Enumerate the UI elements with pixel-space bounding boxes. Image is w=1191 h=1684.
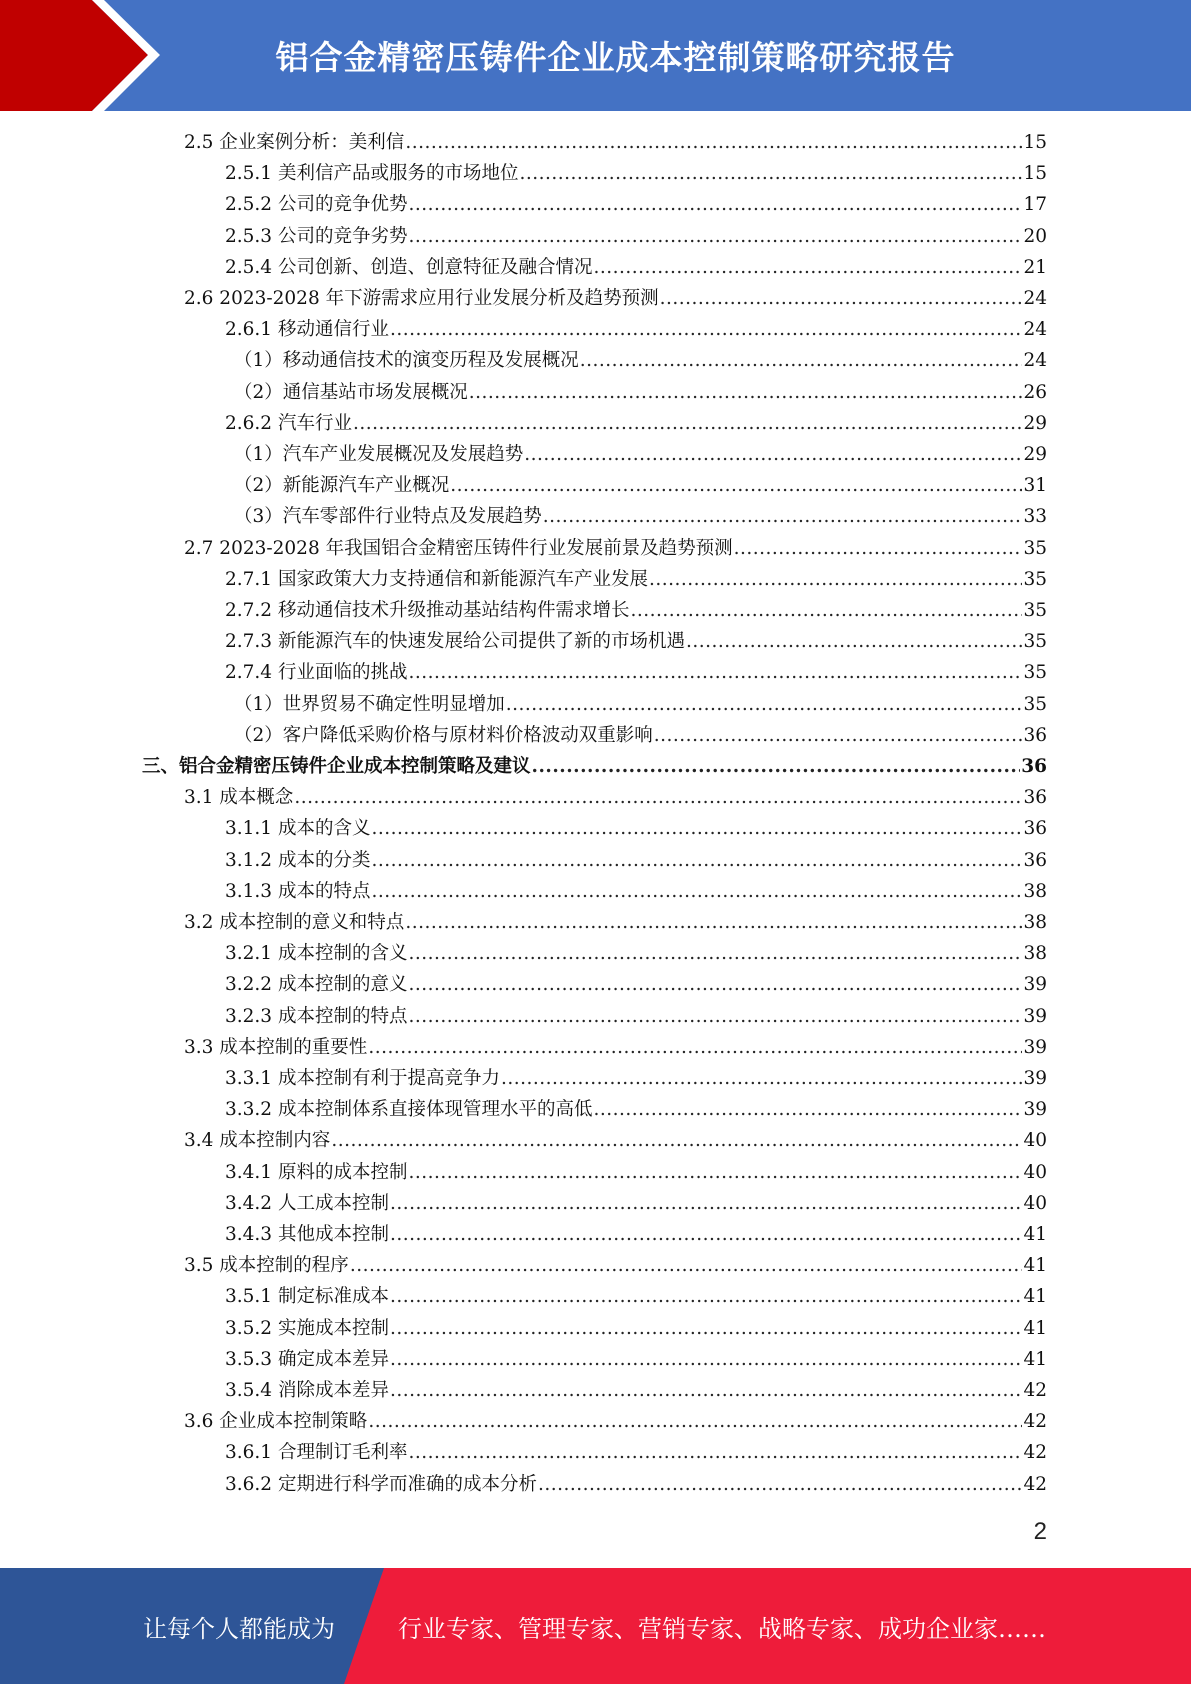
toc-entry-page: 40 bbox=[1023, 1161, 1047, 1183]
toc-entry-page: 35 bbox=[1023, 693, 1047, 715]
toc-entry-label: 3.5.1 制定标准成本 bbox=[225, 1286, 389, 1308]
toc-leader-dots bbox=[368, 1032, 1022, 1063]
toc-entry[interactable] bbox=[225, 969, 1047, 1000]
toc-entry-label: 3.5.4 消除成本差异 bbox=[225, 1380, 389, 1401]
toc-entry-page: 33 bbox=[1023, 506, 1047, 528]
toc-leader-dots bbox=[353, 408, 1023, 439]
toc-entry-page: 29 bbox=[1023, 444, 1047, 465]
toc-leader-dots bbox=[532, 751, 1021, 782]
toc-entry-page: 24 bbox=[1023, 350, 1047, 372]
toc-leader-dots bbox=[390, 1219, 1022, 1250]
toc-leader-dots bbox=[390, 1313, 1022, 1344]
toc-leader-dots bbox=[368, 1406, 1022, 1437]
toc-entry-page: 36 bbox=[1023, 849, 1047, 871]
toc-entry-page: 36 bbox=[1023, 724, 1047, 746]
toc-entry-label: 3.5.3 确定成本差异 bbox=[225, 1348, 389, 1370]
toc-leader-dots bbox=[408, 189, 1022, 220]
toc-entry-page: 41 bbox=[1023, 1224, 1047, 1245]
toc-entry[interactable] bbox=[225, 1469, 1047, 1500]
toc-entry-label: 3.2.2 成本控制的意义 bbox=[225, 974, 408, 996]
page-header bbox=[0, 0, 1191, 111]
toc-entry[interactable] bbox=[225, 1375, 1047, 1406]
toc-leader-dots bbox=[390, 1375, 1022, 1406]
toc-entry-label: 2.7.2 移动通信技术升级推动基站结构件需求增长 bbox=[225, 600, 630, 621]
toc-entry-page: 21 bbox=[1023, 256, 1047, 278]
toc-entry-page: 40 bbox=[1023, 1192, 1047, 1214]
toc-entry-page: 24 bbox=[1023, 288, 1047, 309]
toc-leader-dots bbox=[408, 1157, 1022, 1188]
toc-leader-dots bbox=[450, 470, 1022, 501]
toc-entry-page: 41 bbox=[1023, 1286, 1047, 1308]
toc-entry[interactable] bbox=[225, 876, 1047, 907]
toc-entry-page: 15 bbox=[1023, 163, 1047, 185]
toc-entry[interactable] bbox=[225, 1344, 1047, 1375]
toc-entry[interactable] bbox=[225, 1094, 1047, 1125]
toc-leader-dots bbox=[390, 314, 1022, 345]
toc-leader-dots bbox=[408, 1437, 1022, 1468]
toc-entry[interactable] bbox=[234, 501, 1047, 532]
toc-leader-dots bbox=[524, 439, 1022, 470]
toc-entry-label: 3.6.2 定期进行科学而准确的成本分析 bbox=[225, 1473, 537, 1495]
toc-entry-page: 35 bbox=[1023, 568, 1047, 590]
toc-entry-page: 42 bbox=[1023, 1411, 1047, 1433]
toc-entry[interactable] bbox=[142, 751, 1047, 782]
toc-entry-label: 2.6 2023-2028 年下游需求应用行业发展分析及趋势预测 bbox=[184, 288, 659, 309]
toc-entry[interactable] bbox=[225, 314, 1047, 345]
toc-entry[interactable] bbox=[184, 127, 1047, 158]
toc-entry[interactable] bbox=[225, 252, 1047, 283]
toc-entry[interactable] bbox=[184, 1250, 1047, 1281]
toc-entry[interactable] bbox=[184, 533, 1047, 564]
toc-entry-label: 3.6 企业成本控制策略 bbox=[184, 1411, 368, 1433]
toc-entry-label: 2.6.2 汽车行业 bbox=[225, 412, 352, 434]
toc-leader-dots bbox=[390, 1344, 1022, 1375]
toc-entry-label: 3.4.3 其他成本控制 bbox=[225, 1224, 389, 1245]
toc-entry-label: 3.1.2 成本的分类 bbox=[225, 849, 371, 871]
toc-leader-dots bbox=[734, 533, 1023, 564]
toc-leader-dots bbox=[408, 221, 1022, 252]
toc-entry-page: 20 bbox=[1023, 225, 1047, 247]
toc-entry-label: 3.4 成本控制内容 bbox=[184, 1130, 331, 1152]
toc-entry-page: 35 bbox=[1023, 662, 1047, 684]
toc-entry-page: 39 bbox=[1023, 1005, 1047, 1027]
toc-leader-dots bbox=[660, 283, 1023, 314]
toc-entry[interactable] bbox=[225, 221, 1047, 252]
toc-entry-label: 3.1.3 成本的特点 bbox=[225, 880, 371, 902]
toc-entry-page: 39 bbox=[1023, 1068, 1047, 1089]
toc-leader-dots bbox=[543, 501, 1023, 532]
toc-entry-page: 38 bbox=[1023, 880, 1047, 902]
toc-entry-page: 36 bbox=[1023, 787, 1047, 809]
toc-entry-label: （1）汽车产业发展概况及发展趋势 bbox=[234, 444, 524, 465]
toc-entry-page: 41 bbox=[1023, 1317, 1047, 1339]
toc-entry-page: 40 bbox=[1023, 1130, 1047, 1152]
toc-entry-label: （2）新能源汽车产业概况 bbox=[234, 475, 450, 497]
toc-entry-label: 3.3.2 成本控制体系直接体现管理水平的高低 bbox=[225, 1099, 593, 1121]
toc-entry-label: （1）世界贸易不确定性明显增加 bbox=[234, 693, 505, 715]
toc-leader-dots bbox=[390, 1188, 1022, 1219]
toc-entry-label: 3.2 成本控制的意义和特点 bbox=[184, 912, 405, 933]
toc-leader-dots bbox=[371, 813, 1022, 844]
toc-entry-page: 26 bbox=[1023, 381, 1047, 403]
toc-entry-page: 42 bbox=[1023, 1473, 1047, 1495]
toc-entry-label: 3.6.1 合理制订毛利率 bbox=[225, 1442, 408, 1464]
toc-entry[interactable] bbox=[225, 158, 1047, 189]
toc-leader-dots bbox=[501, 1063, 1022, 1094]
toc-leader-dots bbox=[469, 377, 1023, 408]
toc-entry-page: 38 bbox=[1023, 943, 1047, 965]
toc-entry-label: 2.7.3 新能源汽车的快速发展给公司提供了新的市场机遇 bbox=[225, 631, 685, 653]
toc-leader-dots bbox=[331, 1125, 1022, 1156]
toc-entry-label: （1）移动通信技术的演变历程及发展概况 bbox=[234, 350, 579, 372]
toc-entry[interactable] bbox=[225, 408, 1047, 439]
toc-entry[interactable] bbox=[225, 1188, 1047, 1219]
toc-entry-label: （3）汽车零部件行业特点及发展趋势 bbox=[234, 506, 542, 528]
page-number: 2 bbox=[1033, 1518, 1047, 1545]
toc-leader-dots bbox=[405, 127, 1022, 158]
toc-entry[interactable] bbox=[184, 907, 1047, 938]
toc-entry[interactable] bbox=[225, 626, 1047, 657]
toc-leader-dots bbox=[630, 595, 1022, 626]
toc-leader-dots bbox=[519, 158, 1022, 189]
toc-leader-dots bbox=[654, 720, 1023, 751]
toc-entry[interactable] bbox=[225, 938, 1047, 969]
toc-leader-dots bbox=[538, 1469, 1022, 1500]
toc-entry-label: 2.5.2 公司的竞争优势 bbox=[225, 194, 408, 216]
toc-entry-page: 24 bbox=[1023, 319, 1047, 341]
toc-entry-label: 2.5.4 公司创新、创造、创意特征及融合情况 bbox=[225, 256, 593, 278]
toc-entry[interactable] bbox=[184, 782, 1047, 813]
toc-entry-page: 41 bbox=[1023, 1348, 1047, 1370]
toc-entry-label: 2.7.1 国家政策大力支持通信和新能源汽车产业发展 bbox=[225, 568, 648, 590]
toc-entry[interactable] bbox=[225, 1157, 1047, 1188]
toc-leader-dots bbox=[371, 876, 1022, 907]
toc-entry-label: 三、铝合金精密压铸件企业成本控制策略及建议 bbox=[142, 756, 531, 777]
toc-entry-label: 3.4.2 人工成本控制 bbox=[225, 1192, 389, 1214]
toc-entry-page: 39 bbox=[1023, 1099, 1047, 1121]
toc-entry-label: 3.1.1 成本的含义 bbox=[225, 818, 371, 840]
toc-entry-page: 42 bbox=[1023, 1442, 1047, 1464]
toc-entry-label: 3.2.3 成本控制的特点 bbox=[225, 1005, 408, 1027]
toc-leader-dots bbox=[649, 564, 1022, 595]
toc-entry-page: 17 bbox=[1023, 194, 1047, 216]
toc-entry[interactable] bbox=[184, 1125, 1047, 1156]
toc-entry-label: 2.5 企业案例分析：美利信 bbox=[184, 132, 405, 153]
toc-leader-dots bbox=[408, 657, 1022, 688]
toc-leader-dots bbox=[390, 1281, 1022, 1312]
toc-entry-page: 42 bbox=[1023, 1380, 1047, 1401]
toc-entry-label: 2.7 2023-2028 年我国铝合金精密压铸件行业发展前景及趋势预测 bbox=[184, 537, 733, 559]
toc-entry-label: 3.2.1 成本控制的含义 bbox=[225, 943, 408, 965]
toc-entry[interactable] bbox=[225, 845, 1047, 876]
toc-entry[interactable] bbox=[225, 1281, 1047, 1312]
toc-entry[interactable] bbox=[234, 470, 1047, 501]
toc-leader-dots bbox=[580, 345, 1023, 376]
toc-entry[interactable] bbox=[225, 564, 1047, 595]
toc-entry-label: （2）通信基站市场发展概况 bbox=[234, 381, 468, 403]
toc-entry-page: 39 bbox=[1023, 974, 1047, 996]
toc-leader-dots bbox=[408, 938, 1022, 969]
toc-entry-label: 3.4.1 原料的成本控制 bbox=[225, 1161, 408, 1183]
toc-entry[interactable] bbox=[225, 1063, 1047, 1094]
toc-entry-label: 2.7.4 行业面临的挑战 bbox=[225, 662, 408, 684]
toc-entry[interactable] bbox=[225, 189, 1047, 220]
toc-leader-dots bbox=[350, 1250, 1023, 1281]
toc-leader-dots bbox=[506, 689, 1023, 720]
page-footer bbox=[0, 1568, 1191, 1684]
toc-entry-label: 2.5.1 美利信产品或服务的市场地位 bbox=[225, 163, 519, 185]
toc-leader-dots bbox=[593, 252, 1022, 283]
toc-entry[interactable] bbox=[225, 813, 1047, 844]
toc-entry-label: 3.3 成本控制的重要性 bbox=[184, 1036, 368, 1058]
toc-leader-dots bbox=[686, 626, 1022, 657]
toc-entry-label: 3.1 成本概念 bbox=[184, 787, 294, 809]
toc-entry-label: 3.3.1 成本控制有利于提高竞争力 bbox=[225, 1068, 500, 1089]
report-title: 铝合金精密压铸件企业成本控制策略研究报告 bbox=[275, 38, 956, 77]
toc-leader-dots bbox=[593, 1094, 1022, 1125]
toc-entry[interactable] bbox=[225, 657, 1047, 688]
toc-entry[interactable] bbox=[225, 1001, 1047, 1032]
toc-leader-dots bbox=[408, 1001, 1022, 1032]
toc-entry-page: 36 bbox=[1023, 818, 1047, 840]
toc-entry[interactable] bbox=[184, 1406, 1047, 1437]
toc-entry-page: 15 bbox=[1023, 132, 1047, 153]
toc-entry[interactable] bbox=[234, 689, 1047, 720]
toc-entry-label: 3.5 成本控制的程序 bbox=[184, 1255, 349, 1277]
toc-entry[interactable] bbox=[234, 439, 1047, 470]
toc-entry-page: 38 bbox=[1023, 912, 1047, 933]
footer-slogan-left: 让每个人都能成为 bbox=[143, 1614, 335, 1643]
toc-entry-page: 35 bbox=[1023, 631, 1047, 653]
toc-entry-page: 41 bbox=[1023, 1255, 1047, 1277]
toc-entry[interactable] bbox=[234, 720, 1047, 751]
toc-leader-dots bbox=[371, 845, 1022, 876]
toc-entry-page: 39 bbox=[1023, 1036, 1047, 1058]
toc-entry[interactable] bbox=[225, 595, 1047, 626]
toc-entry[interactable] bbox=[184, 1032, 1047, 1063]
toc-entry-page: 31 bbox=[1023, 475, 1047, 497]
toc-entry-page: 36 bbox=[1021, 756, 1047, 777]
toc-entry[interactable] bbox=[234, 377, 1047, 408]
toc-entry-page: 29 bbox=[1023, 412, 1047, 434]
toc-entry[interactable] bbox=[225, 1437, 1047, 1468]
footer-slogan-right: 行业专家、管理专家、营销专家、战略专家、成功企业家…… bbox=[398, 1614, 1046, 1643]
toc-entry-label: 2.6.1 移动通信行业 bbox=[225, 319, 389, 341]
toc-leader-dots bbox=[294, 782, 1022, 813]
toc-entry[interactable] bbox=[184, 283, 1047, 314]
toc-entry-label: 3.5.2 实施成本控制 bbox=[225, 1317, 389, 1339]
toc-leader-dots bbox=[408, 969, 1022, 1000]
toc-entry-label: 2.5.3 公司的竞争劣势 bbox=[225, 225, 408, 247]
toc-leader-dots bbox=[405, 907, 1022, 938]
toc-entry[interactable] bbox=[225, 1313, 1047, 1344]
toc-entry-page: 35 bbox=[1023, 537, 1047, 559]
toc-entry[interactable] bbox=[234, 345, 1047, 376]
toc-entry-page: 35 bbox=[1023, 600, 1047, 621]
toc-entry-label: （2）客户降低采购价格与原材料价格波动双重影响 bbox=[234, 724, 653, 746]
toc-entry[interactable] bbox=[225, 1219, 1047, 1250]
